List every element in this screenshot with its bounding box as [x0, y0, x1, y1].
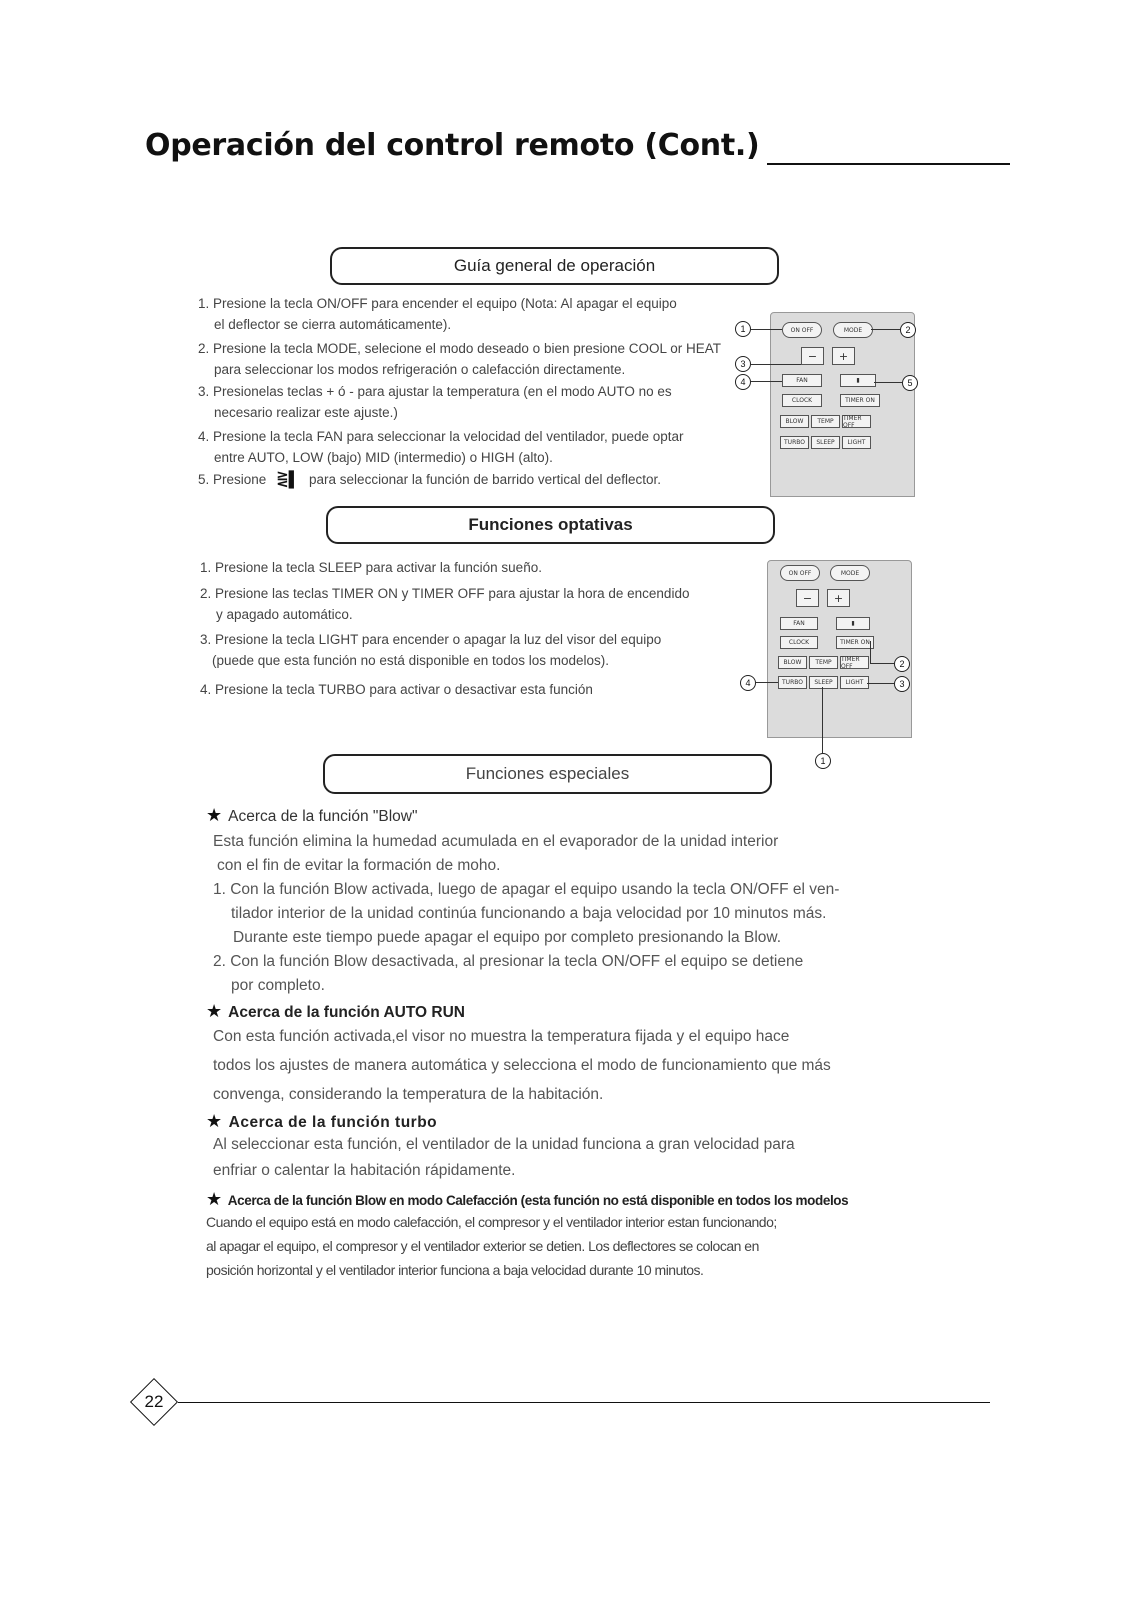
blow-item-2: 2. Con la función Blow desactivada, al presionar la tecla ON/OFF el equipo se detiene por completo. — [213, 953, 804, 994]
remote-button: SLEEP — [811, 436, 840, 449]
callout-line — [751, 381, 782, 382]
list-item: 5. Presione ⋛▌ para seleccionar la función de barrido vertical del deflector. — [198, 471, 661, 488]
swing-icon: ⋛▌ — [276, 471, 300, 488]
list-item: 1. Presione la tecla SLEEP para activar la función sueño. — [200, 560, 542, 575]
callout-line — [867, 683, 894, 684]
remote-button: SLEEP — [809, 676, 838, 689]
callout-number: 5 — [902, 375, 918, 391]
callout-line — [822, 687, 823, 753]
remote-button: TIMER ON — [840, 394, 880, 407]
callout-line — [751, 364, 801, 365]
remote-button: TIMER OFF — [842, 415, 871, 428]
remote-button: LIGHT — [842, 436, 871, 449]
remote-button: + — [827, 589, 850, 607]
remote-illustration-2 — [767, 560, 912, 738]
general-list — [198, 293, 768, 490]
remote-button: FAN — [782, 374, 822, 387]
remote-button: BLOW — [778, 656, 807, 669]
title-rule — [767, 163, 1010, 165]
swing-button: ▮ — [840, 374, 876, 387]
special-functions-body — [206, 805, 936, 1282]
remote-button: ON OFF — [780, 565, 820, 581]
page-title: Operación del control remoto (Cont.) — [145, 128, 760, 163]
remote-button: − — [801, 347, 824, 365]
callout-number: 4 — [735, 374, 751, 390]
remote-button: ON OFF — [782, 322, 822, 338]
remote-button: TURBO — [780, 436, 809, 449]
optional-list — [200, 557, 770, 700]
remote-button: MODE — [833, 322, 873, 338]
callout-number: 2 — [894, 656, 910, 672]
list-item: 4. Presione la tecla FAN para seleccionar la velocidad del ventilador, puede optar entre AUTO, LOW (bajo) MID (intermedio) o HIGH (alto). — [198, 429, 684, 465]
footer-rule — [178, 1402, 990, 1403]
callout-line — [756, 682, 778, 683]
callout-line — [870, 663, 894, 664]
star-icon: ★ — [206, 1111, 223, 1131]
blow-intro: Esta función elimina la humedad acumulada en el evaporador de la unidad interior con el fin de evitar la formación de moho. — [213, 833, 779, 874]
callout-line — [874, 382, 902, 383]
swing-button: ▮ — [836, 617, 870, 630]
callout-number: 3 — [894, 676, 910, 692]
star-icon: ★ — [206, 805, 223, 825]
remote-button: MODE — [830, 565, 870, 581]
list-item: 3. Presionelas teclas + ó - para ajustar la temperatura (en el modo AUTO no es necesario realizar este ajuste.) — [198, 384, 672, 420]
blow-item-1: 1. Con la función Blow activada, luego de apagar el equipo usando la tecla ON/OFF el ven- tilador interior de la unidad continúa funcionando a baja velocidad por 10 minutos más. Durante este tiempo puede apagar el equipo por completo presionando la Blow. — [213, 881, 840, 946]
remote-button: TIMER ON — [836, 636, 874, 649]
page-number: 22 — [144, 1392, 164, 1411]
callout-number: 4 — [740, 675, 756, 691]
section-optional-heading — [326, 506, 775, 544]
list-item: 2. Presione las teclas TIMER ON y TIMER OFF para ajustar la hora de encendido y apagado automático. — [200, 586, 690, 622]
remote-button: CLOCK — [780, 636, 818, 649]
remote-button: − — [796, 589, 819, 607]
remote-button: TEMP — [809, 656, 838, 669]
autorun-body: Con esta función activada,el visor no muestra la temperatura fijada y el equipo hace todos los ajustes de manera automática y selecciona el modo de funcionamiento que más convenga, considerando la temperatura de la habitación. — [213, 1028, 831, 1103]
section-special-heading-text: Funciones especiales — [465, 764, 630, 783]
heatblow-body: Cuando el equipo está en modo calefacción, el compresor y el ventilador interior estan funcionando; al apagar el equipo, el compresor y el ventilador exterior se detien. Los deflectores se colocan en posición horizontal y el ventilador interior funciona a baja velocidad durante 10 minutos. — [206, 1214, 777, 1278]
remote-button: TEMP — [811, 415, 840, 428]
section-general-heading-text: Guía general de operación — [453, 256, 656, 275]
blow-heading: ★ Acerca de la función "Blow" — [206, 805, 418, 825]
remote-button: + — [832, 347, 855, 365]
remote-button: TIMER OFF — [840, 656, 869, 669]
remote-button: BLOW — [780, 415, 809, 428]
section-optional-heading-text: Funciones optativas — [468, 515, 633, 534]
heatblow-heading: ★ Acerca de la función Blow en modo Calefacción (esta función no está disponible en todos los modelos — [206, 1189, 849, 1209]
turbo-body: Al seleccionar esta función, el ventilador de la unidad funciona a gran velocidad para enfriar o calentar la habitación rápidamente. — [213, 1136, 795, 1179]
remote-button: TURBO — [778, 676, 807, 689]
remote-button: FAN — [780, 617, 818, 630]
list-item: 3. Presione la tecla LIGHT para encender o apagar la luz del visor del equipo (puede que esta función no está disponible en todos los modelos). — [200, 632, 662, 668]
star-icon: ★ — [206, 1189, 222, 1209]
callout-number: 1 — [815, 753, 831, 769]
list-item: 1. Presione la tecla ON/OFF para encender el equipo (Nota: Al apagar el equipo el deflector se cierra automáticamente). — [198, 296, 677, 332]
list-item: 2. Presione la tecla MODE, selecione el modo deseado o bien presione COOL or HEAT para seleccionar los modos refrigeración o calefacción directamente. — [198, 341, 722, 377]
turbo-heading: ★ Acerca de la función turbo — [206, 1111, 438, 1131]
remote-button: CLOCK — [782, 394, 822, 407]
section-special-heading — [323, 754, 772, 794]
callout-line — [751, 329, 782, 330]
section-general-heading — [330, 247, 779, 285]
callout-line — [870, 641, 871, 663]
callout-number: 1 — [735, 321, 751, 337]
callout-number: 2 — [900, 322, 916, 338]
star-icon: ★ — [206, 1001, 223, 1021]
remote-button: LIGHT — [840, 676, 869, 689]
list-item: 4. Presione la tecla TURBO para activar o desactivar esta función — [200, 682, 593, 697]
callout-number: 3 — [735, 356, 751, 372]
callout-line — [871, 329, 900, 330]
autorun-heading: ★ Acerca de la función AUTO RUN — [206, 1001, 465, 1021]
